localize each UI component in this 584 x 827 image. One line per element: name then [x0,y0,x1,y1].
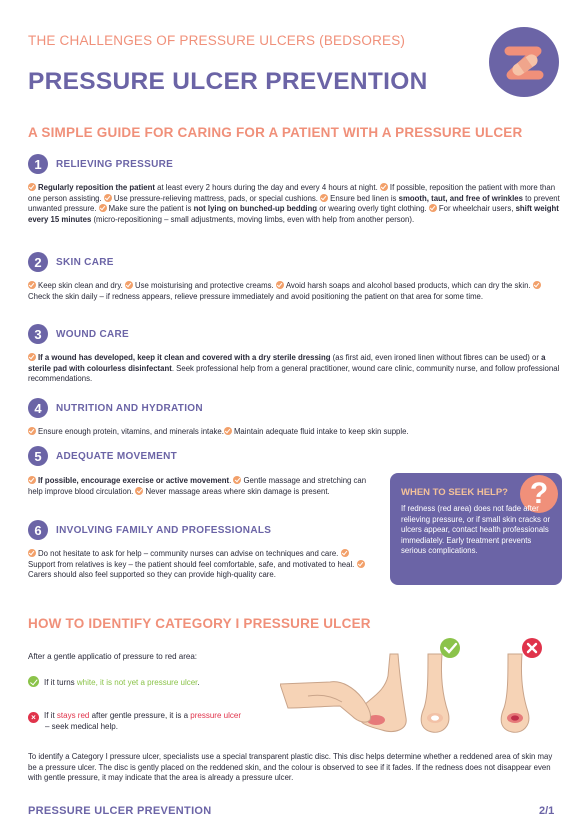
text-run: Ensure enough protein, vitamins, and minerals intake. [38,427,224,436]
section-title: RELIEVING PRESSURE [56,158,174,170]
red-highlight-ulcer: pressure ulcer [190,711,241,720]
text-run: If possible, encourage exercise or active movement [38,476,230,485]
section-title: INVOLVING FAMILY AND PROFESSIONALS [56,524,272,536]
text-run: not lying on bunched-up bedding [193,204,318,214]
guide-subtitle: A SIMPLE GUIDE FOR CARING FOR A PATIENT WITH A PRESSURE ULCER [28,125,523,140]
section-title: WOUND CARE [56,328,129,340]
text-run: Keep skin clean and dry. [38,281,125,290]
section-number: 6 [28,520,48,540]
logo-icon [489,27,559,97]
section-5-text [28,476,368,497]
red-x-icon: × [28,712,39,723]
section-3-heading [28,324,129,344]
text-run: to prevent unwanted pressure. [28,193,560,214]
text-run: (micro-repositioning – small adjustments, moving limbs, even with help from another person). [91,214,415,224]
check-bullet-icon [233,476,241,484]
text-run: shift weight every 15 minutes [28,204,559,224]
section-title: NUTRITION AND HYDRATION [56,402,203,414]
text-run: (as first aid, even ironed linen without fibres can be used) or [330,353,542,362]
text-run: a sterile pad with colourless disinfectant [28,353,546,373]
red-mid: after gentle pressure, it is a [89,711,191,720]
white-prefix: If it turns [44,678,77,687]
check-bullet-icon [28,427,36,435]
footer-title: PRESSURE ULCER PREVENTION [28,805,212,817]
check-bullet-icon [99,204,107,212]
text-run: Maintain adequate fluid intake to keep skin supple. [233,427,409,436]
section-1-heading [28,154,173,174]
section-6-text [28,549,368,581]
section-1-text [28,183,562,225]
text-run: Do not hesitate to ask for help – community nurses can advise on techniques and care. [38,549,341,558]
text-run: Regularly reposition the patient [38,183,155,192]
text-run: Use moisturising and protective creams. [134,281,276,290]
check-bullet-icon [429,204,437,212]
text-run: Ensure bed linen is [330,193,399,203]
section-number: 2 [28,252,48,272]
text-run: If possible, reposition the patient with more than one person assisting. [28,183,556,203]
section-6-heading [28,520,271,540]
help-box-title: WHEN TO SEEK HELP? [401,487,508,498]
section-number: 4 [28,398,48,418]
section-number: 1 [28,154,48,174]
text-run: Use pressure-relieving mattress, pads, or special cushions. [113,193,321,203]
section-2-heading [28,252,114,272]
check-bullet-icon [357,560,365,568]
section-number: 3 [28,324,48,344]
text-run: For wheelchair users, [438,204,516,214]
text-run: . Seek professional help from a general practitioner, wound care clinic, community nurse, and follow professional recommendations. [28,363,560,384]
section-4-text [28,427,562,438]
help-box-text: If redness (red area) does not fade after relieving pressure, or if small skin cracks or ulcers appear, contact health professionals immediately. Early treatment prevents serious complications. [401,504,551,556]
section-5-heading [28,446,177,466]
text-run: Carers should also feel supported so they can provide high-quality care. [28,570,276,580]
check-bullet-icon [380,183,388,191]
identify-title: HOW TO IDENTIFY CATEGORY I PRESSURE ULCER [28,616,371,631]
check-bullet-icon [104,194,112,202]
check-bullet-icon [320,194,328,202]
check-bullet-icon [28,549,36,557]
text-run: Gentle massage and stretching can help improve blood circulation. [28,476,367,496]
when-to-seek-help-box [390,473,562,585]
check-bullet-icon [28,476,36,484]
white-suffix: . [197,678,200,687]
check-bullet-icon [276,281,284,289]
text-run: Check the skin daily – if redness appears, relieve pressure immediately and avoid positioning the patient on that area for some time. [28,291,484,301]
foot-pressure-illustration [280,636,570,736]
text-run: Avoid harsh soaps and alcohol based products, which can dry the skin. [285,281,533,290]
section-2-text [28,281,562,302]
red-highlight-stays-red: stays red [56,711,90,720]
disc-explanation: To identify a Category I pressure ulcer, specialists use a special transparent plastic disc. This disc helps determine whether a reddened area of skin may be a pressure ulcer. The disc is gently placed on the reddened skin, and the colour is observed to see if it fades. If the redness does not disappear even with gentle pressure, it may indicate that the area is already a pressure ulcer. [28,752,553,783]
check-bullet-icon [28,353,36,361]
check-bullet-icon [125,281,133,289]
check-bullet-icon [341,549,349,557]
section-4-heading [28,398,203,418]
red-result-line-2: – seek medical help. [45,722,118,731]
red-prefix: If it [44,711,57,720]
text-run: . [229,476,234,485]
check-bullet-icon [224,427,232,435]
section-3-text [28,353,562,385]
check-bullet-icon [135,487,143,495]
check-bullet-icon [28,281,36,289]
check-bullet-icon [533,281,541,289]
section-title: SKIN CARE [56,256,114,268]
page-number: 2/1 [539,805,555,817]
green-check-icon [28,676,39,687]
section-number: 5 [28,446,48,466]
text-run: or wearing overly tight clothing. [317,204,429,214]
white-result-line [28,676,200,689]
section-title: ADEQUATE MOVEMENT [56,450,178,462]
top-title: THE CHALLENGES OF PRESSURE ULCERS (BEDSORES) [28,33,406,48]
question-mark-icon: ? [520,475,558,513]
text-run: Make sure the patient is [108,204,194,214]
text-run: at least every 2 hours during the day and every 4 hours at night. [154,183,380,192]
text-run: Never massage areas where skin damage is present. [145,486,330,496]
main-title: PRESSURE ULCER PREVENTION [28,68,428,95]
white-highlight: white, it is not yet a pressure ulcer [76,678,198,687]
check-bullet-icon [28,183,36,191]
text-run: Support from relatives is key – the patient should feel comfortable, safe, and motivated to heal. [28,559,357,569]
text-run: smooth, taut, and free of wrinkles [398,193,523,203]
identify-intro: After a gentle applicatio of pressure to red area: [28,652,197,661]
text-run: If a wound has developed, keep it clean and covered with a dry sterile dressing [38,353,331,362]
